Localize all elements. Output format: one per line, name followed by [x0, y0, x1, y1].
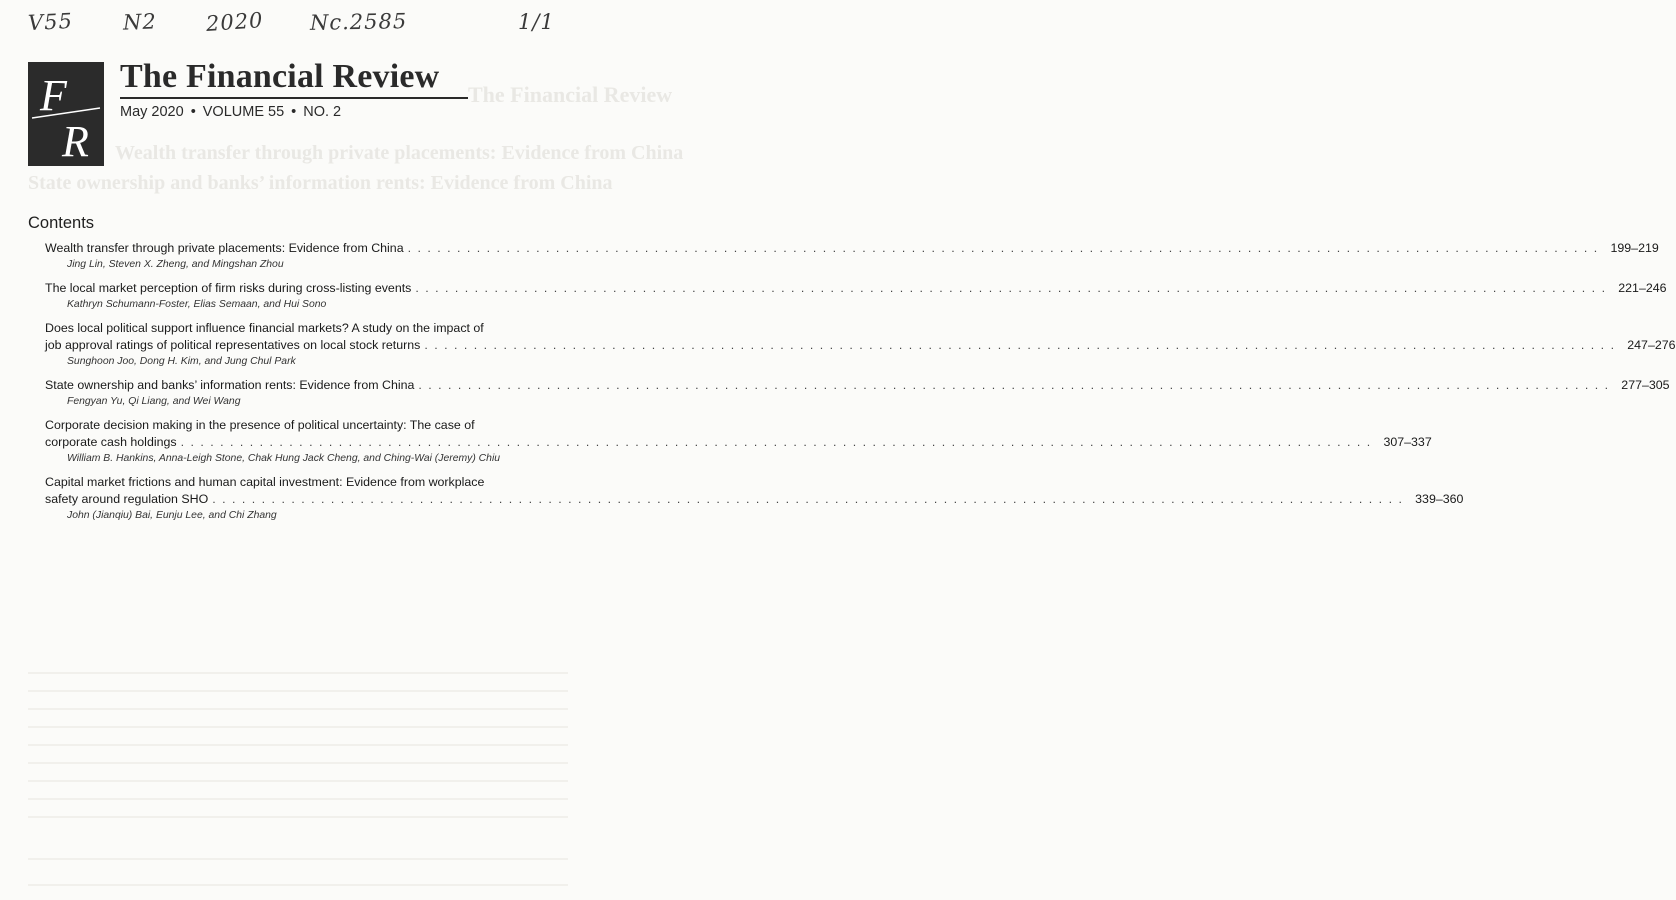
show-through-line — [28, 762, 568, 764]
show-through-line — [28, 858, 568, 860]
article-authors: Jing Lin, Steven X. Zheng, and Mingshan Zhou — [67, 259, 284, 270]
handwritten-number: N2 — [122, 9, 158, 35]
toc-entry — [28, 320, 1676, 369]
leader-dots — [424, 337, 1615, 354]
handwritten-copy-count: 1/1 — [518, 10, 555, 34]
article-authors: John (Jianqiu) Bai, Eunju Lee, and Chi Zhang — [67, 510, 277, 521]
article-authors: Kathryn Schumann-Foster, Elias Semaan, and Hui Sono — [67, 299, 327, 310]
toc-entry — [28, 280, 1667, 312]
show-through-line — [28, 672, 568, 674]
article-title-continued: job approval ratings of political representatives on local stock returns — [45, 338, 421, 352]
page-range: 199–219 — [1610, 241, 1659, 255]
show-through-text: Wealth transfer through private placements: Evidence from China — [115, 142, 684, 164]
page-range: 247–276 — [1627, 338, 1676, 352]
toc-title-line — [45, 240, 1659, 257]
article-title-continued: corporate cash holdings — [45, 435, 177, 449]
toc-title-line — [45, 434, 1432, 451]
issue-line — [120, 104, 341, 120]
leader-dots — [212, 491, 1403, 508]
title-rule — [120, 97, 468, 99]
article-title-continued: safety around regulation SHO — [45, 492, 209, 506]
leader-dots — [181, 434, 1372, 451]
leader-dots — [418, 377, 1609, 394]
article-title: Capital market frictions and human capital investment: Evidence from workplace — [45, 475, 485, 489]
toc-entry — [28, 474, 1464, 523]
table-of-contents — [28, 240, 1676, 531]
journal-title: The Financial Review — [120, 58, 440, 95]
show-through-line — [28, 780, 568, 782]
handwritten-annotation — [28, 4, 568, 44]
toc-entry — [28, 240, 1659, 272]
issue-separator: • — [291, 104, 297, 120]
toc-title-line — [45, 280, 1667, 297]
page-range: 221–246 — [1618, 281, 1667, 295]
show-through-line — [28, 690, 568, 692]
leader-dots — [408, 240, 1599, 257]
article-title: State ownership and banks’ information rents: Evidence from China — [45, 378, 415, 392]
toc-title-line — [45, 474, 568, 491]
page-range: 307–337 — [1383, 435, 1432, 449]
show-through-line — [28, 798, 568, 800]
fr-monogram-icon — [28, 62, 104, 166]
show-through-line — [28, 884, 568, 886]
issue-date: May 2020 — [120, 104, 184, 120]
logo-letter-f: F — [40, 71, 67, 120]
article-title: Wealth transfer through private placements: Evidence from China — [45, 241, 404, 255]
show-through-line — [28, 708, 568, 710]
issue-volume: VOLUME 55 — [202, 104, 285, 120]
article-title: Corporate decision making in the presence of political uncertainty: The case of — [45, 418, 475, 432]
toc-entry — [28, 377, 1670, 409]
article-authors: Sunghoon Joo, Dong H. Kim, and Jung Chul Park — [67, 356, 296, 367]
article-authors: William B. Hankins, Anna-Leigh Stone, Chak Hung Jack Cheng, and Ching-Wai (Jeremy) Chiu — [67, 453, 501, 464]
show-through-text: The Financial Review — [468, 82, 673, 107]
show-through-line — [28, 726, 568, 728]
handwritten-year: 2020 — [205, 8, 265, 36]
toc-title-line — [45, 417, 568, 434]
handwritten-catalog-number: Nc.2585 — [309, 9, 408, 35]
show-through-line — [28, 744, 568, 746]
article-title: Does local political support influence financial markets? A study on the impact of — [45, 321, 484, 335]
show-through-line — [28, 816, 568, 818]
contents-heading: Contents — [28, 214, 95, 232]
logo-letter-r: R — [62, 117, 89, 166]
toc-title-line — [45, 337, 1676, 354]
toc-title-line — [45, 491, 1464, 508]
issue-number: NO. 2 — [303, 104, 342, 120]
page-range: 339–360 — [1415, 492, 1464, 506]
leader-dots — [415, 280, 1606, 297]
toc-title-line — [45, 377, 1670, 394]
article-authors: Fengyan Yu, Qi Liang, and Wei Wang — [67, 396, 241, 407]
journal-logo — [28, 62, 104, 166]
page-range: 277–305 — [1621, 378, 1670, 392]
issue-separator: • — [190, 104, 196, 120]
show-through-text: State ownership and banks’ information rents: Evidence from China — [28, 172, 613, 194]
toc-title-line — [45, 320, 568, 337]
handwritten-volume: V55 — [27, 8, 74, 36]
article-title: The local market perception of firm risks during cross-listing events — [45, 281, 412, 295]
toc-entry — [28, 417, 1432, 466]
